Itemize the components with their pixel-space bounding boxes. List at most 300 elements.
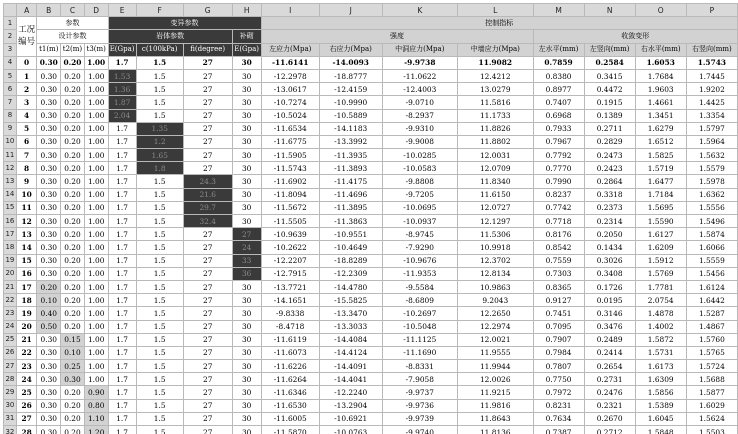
cell[interactable]: 1.35 — [136, 122, 183, 135]
cell[interactable]: 1.5 — [136, 307, 183, 320]
cell[interactable]: 1.00 — [84, 188, 108, 201]
cell[interactable]: 0.3476 — [584, 320, 635, 333]
cell[interactable]: 1.7 — [108, 162, 136, 175]
cell[interactable]: 0.20 — [61, 56, 85, 69]
cell[interactable]: 10 — [16, 188, 37, 201]
cell[interactable]: 11.8340 — [458, 175, 533, 188]
cell[interactable]: 27 — [183, 412, 232, 425]
cell[interactable]: 0.7807 — [533, 360, 584, 373]
cell[interactable]: 23 — [16, 360, 37, 373]
cell[interactable]: 27 — [183, 241, 232, 254]
cell[interactable]: 12.8134 — [458, 267, 533, 280]
cell[interactable]: 30 — [232, 96, 261, 109]
row-header[interactable]: 11 — [4, 149, 17, 162]
cell[interactable]: 0.10 — [61, 346, 85, 359]
cell[interactable]: 30 — [232, 122, 261, 135]
cell[interactable]: 0.30 — [37, 188, 61, 201]
cell[interactable]: 11.9215 — [458, 386, 533, 399]
cell[interactable]: 1.7445 — [686, 69, 737, 82]
cell[interactable]: 0.8176 — [533, 228, 584, 241]
cell[interactable]: 1.00 — [84, 162, 108, 175]
cell[interactable]: 6 — [16, 135, 37, 148]
column-header-b[interactable]: B — [37, 4, 61, 17]
cell[interactable]: 27 — [183, 399, 232, 412]
cell[interactable]: 29.7 — [183, 201, 232, 214]
cell[interactable]: 1.5724 — [686, 360, 737, 373]
cell[interactable]: 30 — [232, 149, 261, 162]
field-header[interactable]: 右水平(mm) — [635, 43, 686, 56]
cell[interactable]: 30 — [232, 56, 261, 69]
cell[interactable]: 0.2864 — [584, 175, 635, 188]
cell[interactable]: 12.2650 — [458, 307, 533, 320]
cell[interactable]: 24 — [232, 241, 261, 254]
cell[interactable]: 1.7 — [108, 188, 136, 201]
case-number-header[interactable]: 工况 编号 — [16, 17, 37, 57]
cell[interactable]: 1.7 — [108, 294, 136, 307]
cell[interactable]: -9.9739 — [382, 412, 457, 425]
cell[interactable]: 1.00 — [84, 320, 108, 333]
cell[interactable]: 30 — [232, 360, 261, 373]
cell[interactable]: -10.9676 — [382, 254, 457, 267]
cell[interactable]: 1.2 — [136, 135, 183, 148]
cell[interactable]: -13.3992 — [319, 135, 382, 148]
cell[interactable]: 11.9816 — [458, 399, 533, 412]
cell[interactable]: 0.7387 — [533, 426, 584, 434]
cell[interactable]: 1.5 — [136, 254, 183, 267]
cell[interactable]: 11.5816 — [458, 96, 533, 109]
cell[interactable]: 11.1733 — [458, 109, 533, 122]
cell[interactable]: 0.2654 — [584, 360, 635, 373]
cell[interactable]: 1.00 — [84, 373, 108, 386]
cell[interactable]: 0.8237 — [533, 188, 584, 201]
cell[interactable]: 0.8365 — [533, 280, 584, 293]
cell[interactable]: 11.8826 — [458, 122, 533, 135]
cell[interactable]: 27 — [183, 228, 232, 241]
cell[interactable]: 1.7 — [108, 426, 136, 434]
cell[interactable]: -12.4159 — [319, 83, 382, 96]
cell[interactable]: 1.00 — [84, 83, 108, 96]
cell[interactable]: -10.2622 — [261, 241, 319, 254]
cell[interactable]: -11.5505 — [261, 215, 319, 228]
column-header-i[interactable]: I — [261, 4, 319, 17]
cell[interactable]: -11.5743 — [261, 162, 319, 175]
cell[interactable]: 0.30 — [37, 241, 61, 254]
cell[interactable]: 0.7984 — [533, 346, 584, 359]
cell[interactable]: 0.8542 — [533, 241, 584, 254]
column-header-d[interactable]: D — [84, 4, 108, 17]
cell[interactable]: 27 — [183, 56, 232, 69]
cell[interactable]: -11.6775 — [261, 135, 319, 148]
row-header[interactable]: 31 — [4, 412, 17, 425]
row-header[interactable]: 6 — [4, 83, 17, 96]
cell[interactable]: -11.3893 — [319, 162, 382, 175]
cell[interactable]: 1.7 — [108, 280, 136, 293]
cell[interactable]: 27 — [183, 122, 232, 135]
column-header-n[interactable]: N — [584, 4, 635, 17]
cell[interactable]: -11.4175 — [319, 175, 382, 188]
cell[interactable]: 1.5743 — [686, 56, 737, 69]
cell[interactable]: 1.6124 — [686, 280, 737, 293]
cell[interactable]: 27 — [183, 346, 232, 359]
cell[interactable]: 30 — [232, 109, 261, 122]
cell[interactable]: 1.9603 — [635, 83, 686, 96]
cell[interactable]: 30 — [232, 307, 261, 320]
column-header-g[interactable]: G — [183, 4, 232, 17]
cell[interactable]: 0.20 — [61, 320, 85, 333]
cell[interactable]: 0.7933 — [533, 122, 584, 135]
cell[interactable]: 0.30 — [37, 412, 61, 425]
cell[interactable]: -11.6119 — [261, 333, 319, 346]
cell[interactable]: 1.5 — [136, 188, 183, 201]
cell[interactable]: 0.90 — [84, 386, 108, 399]
cell[interactable]: -10.0695 — [382, 201, 457, 214]
cell[interactable]: 0.30 — [37, 149, 61, 162]
cell[interactable]: -8.6809 — [382, 294, 457, 307]
cell[interactable]: -13.0617 — [261, 83, 319, 96]
field-header[interactable]: t1(m) — [37, 43, 61, 56]
cell[interactable]: 1.5912 — [635, 254, 686, 267]
cell[interactable]: 1.5559 — [686, 254, 737, 267]
cell[interactable]: -11.4696 — [319, 188, 382, 201]
cell[interactable]: 11.6150 — [458, 188, 533, 201]
cell[interactable]: 0.20 — [61, 241, 85, 254]
cell[interactable]: 1.5579 — [686, 162, 737, 175]
cell[interactable]: 27 — [16, 412, 37, 425]
cell[interactable]: 0.20 — [61, 69, 85, 82]
cell[interactable]: 1.5 — [136, 426, 183, 434]
cell[interactable]: 1.5 — [136, 373, 183, 386]
field-header[interactable]: t3(m) — [84, 43, 108, 56]
cell[interactable]: 1.36 — [108, 83, 136, 96]
cell[interactable]: 0.7559 — [533, 254, 584, 267]
cell[interactable]: 9.2043 — [458, 294, 533, 307]
cell[interactable]: -11.5905 — [261, 149, 319, 162]
cell[interactable]: 1.5856 — [635, 386, 686, 399]
cell[interactable]: 27 — [183, 333, 232, 346]
cell[interactable]: 0.8380 — [533, 69, 584, 82]
cell[interactable]: -11.6346 — [261, 386, 319, 399]
cell[interactable]: 0.30 — [37, 215, 61, 228]
cell[interactable]: -11.6141 — [261, 56, 319, 69]
field-header[interactable]: 中墙应力(Mpa) — [458, 43, 533, 56]
cell[interactable]: -10.5048 — [382, 320, 457, 333]
cell[interactable]: 0.20 — [61, 294, 85, 307]
field-header[interactable]: 左应力(Mpa) — [261, 43, 319, 56]
cell[interactable]: -10.0763 — [319, 426, 382, 434]
cell[interactable]: 1.8 — [136, 162, 183, 175]
column-header-h[interactable]: H — [232, 4, 261, 17]
cell[interactable]: 0.3026 — [584, 254, 635, 267]
cell[interactable]: 0.1726 — [584, 280, 635, 293]
cell[interactable]: 0.7095 — [533, 320, 584, 333]
cell[interactable]: 1.6279 — [635, 122, 686, 135]
cell[interactable]: 30 — [232, 320, 261, 333]
cell[interactable]: -12.4003 — [382, 83, 457, 96]
cell[interactable]: 1.7 — [108, 346, 136, 359]
cell[interactable]: 12 — [16, 215, 37, 228]
cell[interactable]: -10.5889 — [319, 109, 382, 122]
cell[interactable]: -12.2309 — [319, 267, 382, 280]
bolt-params-header[interactable]: 补砌 — [232, 30, 261, 43]
cell[interactable]: 1.7 — [108, 320, 136, 333]
cell[interactable]: 12.4212 — [458, 69, 533, 82]
cell[interactable]: 1.7 — [108, 241, 136, 254]
cell[interactable]: -11.6264 — [261, 373, 319, 386]
cell[interactable]: -10.9551 — [319, 228, 382, 241]
cell[interactable]: 27 — [183, 320, 232, 333]
cell[interactable]: 1.5632 — [686, 149, 737, 162]
cell[interactable]: 0.20 — [61, 267, 85, 280]
cell[interactable]: 1.00 — [84, 280, 108, 293]
cell[interactable]: 10.9918 — [458, 241, 533, 254]
cell[interactable]: 0.7634 — [533, 412, 584, 425]
cell[interactable]: 11.8136 — [458, 426, 533, 434]
cell[interactable]: 24.3 — [183, 175, 232, 188]
field-header[interactable]: c(100kPa) — [136, 43, 183, 56]
cell[interactable]: 2 — [16, 83, 37, 96]
cell[interactable]: -9.9008 — [382, 135, 457, 148]
cell[interactable]: 1.00 — [84, 228, 108, 241]
field-header[interactable]: fi(degree) — [183, 43, 232, 56]
cell[interactable]: 0.30 — [37, 96, 61, 109]
cell[interactable]: 20 — [16, 320, 37, 333]
cell[interactable]: -9.7205 — [382, 188, 457, 201]
column-header-f[interactable]: F — [136, 4, 183, 17]
cell[interactable]: 27 — [183, 360, 232, 373]
cell[interactable]: 27 — [183, 426, 232, 434]
cell[interactable]: 7 — [16, 149, 37, 162]
cell[interactable]: 1.5 — [136, 96, 183, 109]
cell[interactable]: -11.5672 — [261, 201, 319, 214]
params-header[interactable]: 参数 — [37, 17, 108, 30]
cell[interactable]: 0.20 — [61, 175, 85, 188]
column-header-m[interactable]: M — [533, 4, 584, 17]
cell[interactable]: 1.5 — [136, 56, 183, 69]
cell[interactable]: 0.2712 — [584, 426, 635, 434]
cell[interactable]: 1.5695 — [635, 201, 686, 214]
cell[interactable]: 27 — [183, 83, 232, 96]
cell[interactable]: 12.0021 — [458, 333, 533, 346]
cell[interactable]: 1.6045 — [635, 412, 686, 425]
cell[interactable]: 10.9863 — [458, 280, 533, 293]
column-header-l[interactable]: L — [458, 4, 533, 17]
cell[interactable]: 11.9944 — [458, 360, 533, 373]
cell[interactable]: 0.20 — [61, 201, 85, 214]
cell[interactable]: 0.30 — [37, 69, 61, 82]
cell[interactable]: 1.00 — [84, 175, 108, 188]
cell[interactable]: -10.7274 — [261, 96, 319, 109]
cell[interactable]: 1.7684 — [635, 69, 686, 82]
cell[interactable]: -11.8094 — [261, 188, 319, 201]
cell[interactable]: -18.8777 — [319, 69, 382, 82]
cell[interactable]: 1.00 — [84, 267, 108, 280]
cell[interactable]: 1.6477 — [635, 175, 686, 188]
cell[interactable]: 0.30 — [37, 201, 61, 214]
cell[interactable]: 1.3354 — [686, 109, 737, 122]
cell[interactable]: 0.20 — [61, 228, 85, 241]
column-header-e[interactable]: E — [108, 4, 136, 17]
cell[interactable]: 0.20 — [61, 399, 85, 412]
process-params-header[interactable]: 变异参数 — [108, 17, 261, 30]
cell[interactable]: 12.0709 — [458, 162, 533, 175]
cell[interactable]: 1.5503 — [686, 426, 737, 434]
cell[interactable]: -10.9639 — [261, 228, 319, 241]
cell[interactable]: 30 — [232, 386, 261, 399]
cell[interactable]: 0.2584 — [584, 56, 635, 69]
cell[interactable]: 0.30 — [37, 373, 61, 386]
cell[interactable]: 0.25 — [61, 360, 85, 373]
cell[interactable]: -14.4124 — [319, 346, 382, 359]
cell[interactable]: 0.30 — [37, 83, 61, 96]
row-header[interactable]: 2 — [4, 30, 17, 43]
cell[interactable]: 27 — [183, 294, 232, 307]
cell[interactable]: 0.30 — [37, 109, 61, 122]
cell[interactable]: 0.2670 — [584, 412, 635, 425]
cell[interactable]: 1.5556 — [686, 201, 737, 214]
cell[interactable]: 1.6209 — [635, 241, 686, 254]
row-header[interactable]: 14 — [4, 188, 17, 201]
row-header[interactable]: 15 — [4, 201, 17, 214]
cell[interactable]: 27 — [183, 307, 232, 320]
row-header[interactable]: 19 — [4, 254, 17, 267]
cell[interactable]: 1.7184 — [635, 188, 686, 201]
cell[interactable]: 21.6 — [183, 188, 232, 201]
cell[interactable]: 1.00 — [84, 360, 108, 373]
cell[interactable]: 0.20 — [61, 162, 85, 175]
cell[interactable]: -10.4649 — [319, 241, 382, 254]
cell[interactable]: -14.1651 — [261, 294, 319, 307]
cell[interactable]: 1.5797 — [686, 122, 737, 135]
cell[interactable]: 21 — [16, 333, 37, 346]
cell[interactable]: 5 — [16, 122, 37, 135]
cell[interactable]: 33 — [232, 254, 261, 267]
column-header-j[interactable]: J — [319, 4, 382, 17]
cell[interactable]: 1.6512 — [635, 135, 686, 148]
row-header[interactable]: 18 — [4, 241, 17, 254]
cell[interactable]: 30 — [232, 175, 261, 188]
field-header[interactable]: t2(m) — [61, 43, 85, 56]
cell[interactable]: 13.0279 — [458, 83, 533, 96]
cell[interactable]: 0.20 — [61, 122, 85, 135]
design-params-header[interactable]: 设计参数 — [37, 30, 108, 43]
cell[interactable]: -11.5870 — [261, 426, 319, 434]
cell[interactable]: 30 — [232, 333, 261, 346]
cell[interactable]: -14.4041 — [319, 373, 382, 386]
cell[interactable]: 30 — [232, 162, 261, 175]
cell[interactable]: 0.20 — [61, 412, 85, 425]
cell[interactable]: 0.20 — [61, 215, 85, 228]
cell[interactable]: -12.2978 — [261, 69, 319, 82]
cell[interactable]: 27 — [183, 69, 232, 82]
cell[interactable]: 1.6066 — [686, 241, 737, 254]
cell[interactable]: 27 — [183, 109, 232, 122]
cell[interactable]: 0.7990 — [533, 175, 584, 188]
cell[interactable]: 0.30 — [37, 360, 61, 373]
cell[interactable]: 0.3146 — [584, 307, 635, 320]
cell[interactable]: 0.7303 — [533, 267, 584, 280]
cell[interactable]: 1.5874 — [686, 228, 737, 241]
cell[interactable]: 1.00 — [84, 149, 108, 162]
cell[interactable]: -8.4718 — [261, 320, 319, 333]
cell[interactable]: 1.5456 — [686, 267, 737, 280]
cell[interactable]: -9.9740 — [382, 426, 457, 434]
cell[interactable]: -7.9290 — [382, 241, 457, 254]
cell[interactable]: -11.6530 — [261, 399, 319, 412]
cell[interactable]: 1.5496 — [686, 215, 737, 228]
cell[interactable]: 1.6309 — [635, 373, 686, 386]
cell[interactable]: -10.5024 — [261, 109, 319, 122]
cell[interactable]: 12.0031 — [458, 149, 533, 162]
cell[interactable]: 0.20 — [61, 386, 85, 399]
cell[interactable]: 1.5825 — [635, 149, 686, 162]
row-header[interactable]: 22 — [4, 294, 17, 307]
cell[interactable]: -11.1125 — [382, 333, 457, 346]
cell[interactable]: 0.2314 — [584, 215, 635, 228]
cell[interactable]: 28 — [16, 426, 37, 434]
cell[interactable]: 27 — [232, 228, 261, 241]
cell[interactable]: 30 — [232, 215, 261, 228]
cell[interactable]: 0.30 — [37, 399, 61, 412]
rock-params-header[interactable]: 岩体参数 — [108, 30, 232, 43]
cell[interactable]: 27 — [183, 386, 232, 399]
cell[interactable]: 1.5287 — [686, 307, 737, 320]
cell[interactable]: 0.20 — [61, 109, 85, 122]
cell[interactable]: 24 — [16, 373, 37, 386]
field-header[interactable]: 右竖向(mm) — [686, 43, 737, 56]
cell[interactable]: 0.2489 — [584, 333, 635, 346]
cell[interactable]: 12.0026 — [458, 373, 533, 386]
cell[interactable]: 1.5731 — [635, 346, 686, 359]
cell[interactable]: 1.5 — [136, 201, 183, 214]
cell[interactable]: 3 — [16, 96, 37, 109]
cell[interactable]: 0.10 — [37, 294, 61, 307]
cell[interactable]: 0 — [16, 56, 37, 69]
convergence-header[interactable]: 收敛变形 — [533, 30, 737, 43]
cell[interactable]: 1.6053 — [635, 56, 686, 69]
cell[interactable]: 0.15 — [61, 333, 85, 346]
cell[interactable]: 1.5 — [136, 399, 183, 412]
cell[interactable]: 1.7 — [108, 412, 136, 425]
cell[interactable]: 0.3318 — [584, 188, 635, 201]
cell[interactable]: 0.20 — [61, 426, 85, 434]
cell[interactable]: 0.7750 — [533, 373, 584, 386]
field-header[interactable]: 右应力(Mpa) — [319, 43, 382, 56]
cell[interactable]: 1.00 — [84, 254, 108, 267]
cell[interactable]: 0.6968 — [533, 109, 584, 122]
cell[interactable]: 2.0754 — [635, 294, 686, 307]
cell[interactable]: 1.7 — [108, 122, 136, 135]
cell[interactable]: 1.5872 — [635, 333, 686, 346]
row-header[interactable]: 5 — [4, 69, 17, 82]
cell[interactable]: 4 — [16, 109, 37, 122]
cell[interactable]: 17 — [16, 280, 37, 293]
cell[interactable]: 30 — [232, 201, 261, 214]
cell[interactable]: 1 — [16, 69, 37, 82]
cell[interactable]: 12.2974 — [458, 320, 533, 333]
row-header[interactable]: 32 — [4, 426, 17, 434]
cell[interactable]: 11.8643 — [458, 412, 533, 425]
cell[interactable]: -11.9353 — [382, 267, 457, 280]
cell[interactable]: 32.4 — [183, 215, 232, 228]
cell[interactable]: 30 — [232, 294, 261, 307]
cell[interactable]: -15.5825 — [319, 294, 382, 307]
cell[interactable]: 27 — [183, 135, 232, 148]
cell[interactable]: -14.0093 — [319, 56, 382, 69]
cell[interactable]: 27 — [183, 96, 232, 109]
cell[interactable]: 1.6029 — [686, 399, 737, 412]
cell[interactable]: 0.4472 — [584, 83, 635, 96]
cell[interactable]: -11.6534 — [261, 122, 319, 135]
